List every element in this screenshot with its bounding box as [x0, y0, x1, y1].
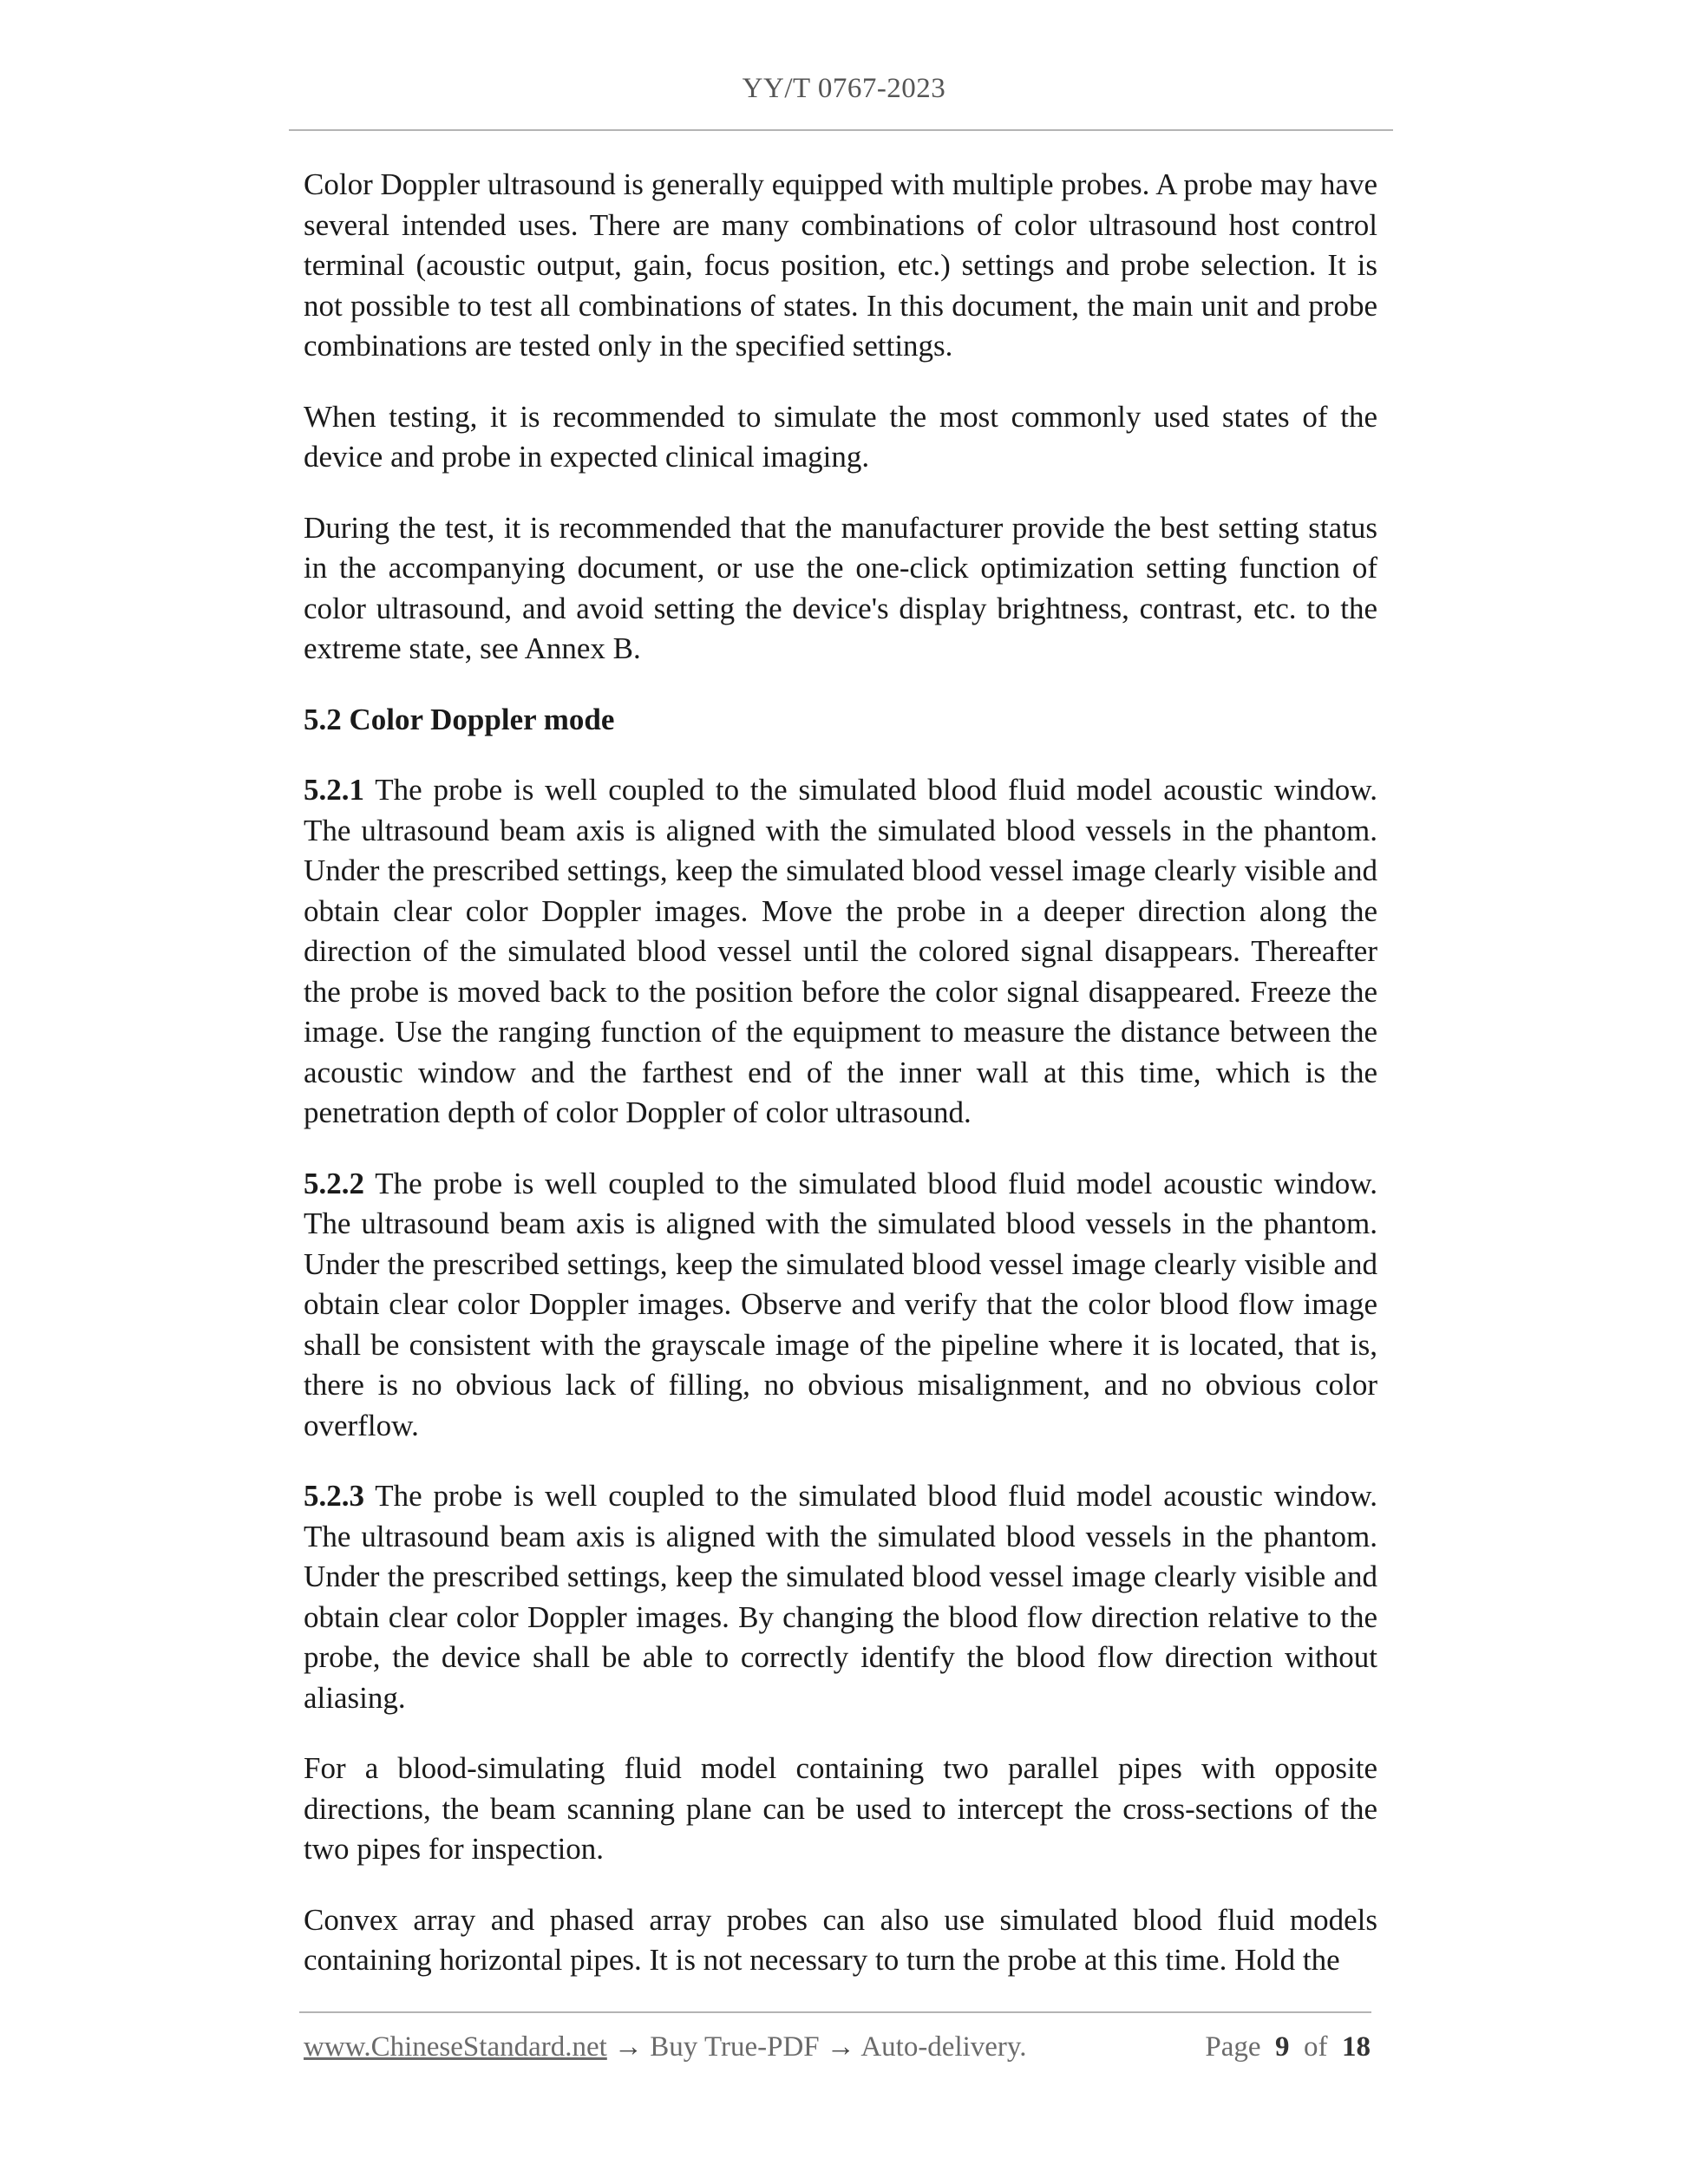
page-total: 18: [1342, 2031, 1371, 2063]
section-heading-5-2: 5.2 Color Doppler mode: [304, 702, 615, 736]
chinesestandard-link[interactable]: www.ChineseStandard.net: [304, 2031, 607, 2063]
document-body: [304, 165, 1377, 2011]
clause-5-2-2: [304, 1164, 1377, 1447]
arrow-right-icon: →: [826, 2031, 855, 2063]
paragraph-testing-recommendation: When testing, it is recommended to simulate the most commonly used states of the device and probe in expected clinical imaging.: [304, 399, 1377, 474]
arrow-right-icon: →: [614, 2031, 644, 2063]
page-counter: [1205, 2031, 1371, 2063]
auto-delivery-text: Auto-delivery.: [860, 2031, 1027, 2063]
header-divider: [289, 129, 1393, 131]
of-label: of: [1304, 2031, 1328, 2063]
clause-number-5-2-3: 5.2.3: [304, 1479, 364, 1513]
paragraph-probe-combinations: Color Doppler ultrasound is generally equipped with multiple probes. A probe may have several intended uses. There are many combinations of color ultrasound host control terminal (acoustic output, gain, focus position, etc.) settings and probe selection. It is not possible to test all combinations of states. In this document, the main unit and probe combinations are tested only in the specified settings.: [304, 167, 1377, 363]
clause-text-5-2-3: The probe is well coupled to the simulated blood fluid model acoustic window. The ultrasound beam axis is aligned with the simulated blood vessels in the phantom. Under the prescribed settings, keep the simulated blood vessel image clearly visible and obtain clear color Doppler images. By changing the blood flow direction relative to the probe, the device shall be able to correctly identify the blood flow direction without aliasing.: [304, 1479, 1377, 1715]
document-number-header: YY/T 0767-2023: [742, 73, 946, 104]
page-label: Page: [1205, 2031, 1261, 2063]
footer-promo: [304, 2031, 1027, 2063]
paragraph-convex-array: Convex array and phased array probes can also use simulated blood fluid models containing horizontal pipes. It is not necessary to turn the probe at this time. Hold the: [304, 1902, 1377, 1977]
clause-number-5-2-1: 5.2.1: [304, 773, 364, 807]
clause-5-2-3: [304, 1476, 1377, 1718]
page-footer: [304, 2031, 1371, 2070]
clause-text-5-2-2: The probe is well coupled to the simulated blood fluid model acoustic window. The ultrasound beam axis is aligned with the simulated blood vessels in the phantom. Under the prescribed settings, keep the simulated blood vessel image clearly visible and obtain clear color Doppler images. Observe and verify that the color blood flow image shall be consistent with the grayscale image of the pipeline where it is located, that is, there is no obvious lack of filling, no obvious misalignment, and no obvious color overflow.: [304, 1166, 1377, 1442]
page-current: 9: [1275, 2031, 1290, 2063]
footer-divider: [299, 2011, 1371, 2013]
paragraph-parallel-pipes: For a blood-simulating fluid model containing two parallel pipes with opposite directions, the beam scanning plane can be used to intercept the cross-sections of the two pipes for inspection.: [304, 1751, 1377, 1866]
clause-5-2-1: [304, 770, 1377, 1134]
buy-true-pdf-text: Buy True-PDF: [650, 2031, 820, 2063]
clause-number-5-2-2: 5.2.2: [304, 1166, 364, 1200]
paragraph-setting-status: During the test, it is recommended that the manufacturer provide the best setting status in the accompanying document, or use the one-click optimization setting function of color ultrasound, and avoid setting the device's display brightness, contrast, etc. to the extreme state, see Annex B.: [304, 510, 1377, 665]
clause-text-5-2-1: The probe is well coupled to the simulated blood fluid model acoustic window. The ultrasound beam axis is aligned with the simulated blood vessels in the phantom. Under the prescribed settings, keep the simulated blood vessel image clearly visible and obtain clear color Doppler images. Move the probe in a deeper direction along the direction of the simulated blood vessel until the colored signal disappears. Thereafter the probe is moved back to the position before the color signal disappeared. Freeze the image. Use the ranging function of the equipment to measure the distance between the acoustic window and the farthest end of the inner wall at this time, which is the penetration depth of color Doppler of color ultrasound.: [304, 773, 1377, 1129]
